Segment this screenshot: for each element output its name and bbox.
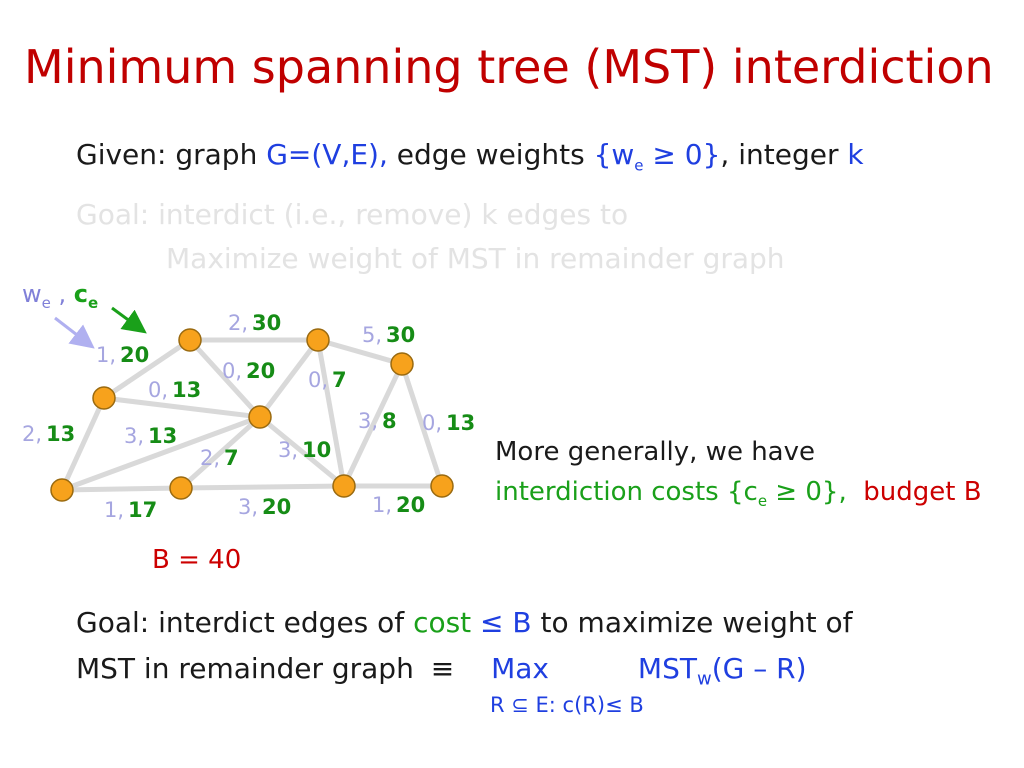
edge (62, 488, 181, 490)
slide-title: Minimum spanning tree (MST) interdiction (24, 40, 994, 94)
more-generally-text: More generally, we have (495, 437, 815, 467)
legend-sep: , (50, 280, 67, 308)
given-text1: graph (166, 138, 267, 171)
max-subscript: R ⊆ E: c(R)≤ B (490, 693, 644, 717)
edge (318, 340, 344, 486)
edge-label: 3, 10 (278, 438, 332, 462)
budget-value: B = 40 (152, 545, 242, 575)
k-notation: k (847, 138, 864, 171)
le-budget: ≤ B (471, 606, 532, 639)
edge-label: 2, 13 (22, 422, 76, 446)
edge-label: 1, 17 (104, 498, 158, 522)
costs-end: ≥ 0}, (767, 477, 847, 507)
equiv-symbol: ≡ (430, 652, 455, 685)
goal2-line2-text: MST in remainder graph (76, 652, 414, 685)
edge-label: 3, 13 (124, 424, 178, 448)
goal2-text1: interdict edges of (149, 606, 414, 639)
graph-node (249, 406, 271, 428)
graph-node (307, 329, 329, 351)
edge-label: 0, 13 (148, 378, 202, 402)
edge-label: 2, 30 (228, 311, 282, 335)
edge-label: 5, 30 (362, 323, 416, 347)
legend-c-sub: e (88, 293, 99, 312)
edge (181, 417, 260, 488)
graph-node (93, 387, 115, 409)
graph-diagram (0, 270, 520, 530)
graph-node (170, 477, 192, 499)
goal2-label: Goal: (76, 606, 150, 639)
given-text3: , integer (720, 138, 848, 171)
graph-node (391, 353, 413, 375)
goal2-line1 (76, 606, 853, 639)
weight-arrow (55, 318, 90, 345)
edge-label: 0, 20 (222, 359, 276, 383)
interdiction-costs-line (495, 477, 982, 510)
mst-text: MST (637, 652, 697, 685)
given-label: Given: (76, 138, 167, 171)
cost-arrow (112, 308, 142, 330)
given-line (76, 138, 864, 175)
goal2-line2 (76, 652, 807, 690)
edge-label: 1, 20 (372, 493, 426, 517)
edge-label: 3, 8 (358, 409, 397, 433)
edge-label: 0, 13 (422, 411, 476, 435)
mst-expression (637, 652, 807, 690)
edge-label: 0, 7 (308, 368, 347, 392)
graph-node (51, 479, 73, 501)
graph-notation: G=(V,E), (266, 138, 388, 171)
goal1-label: Goal: (76, 198, 150, 231)
legend-c: c (73, 280, 89, 308)
weights-end: ≥ 0} (643, 138, 721, 171)
edge (181, 486, 344, 488)
given-text2: edge weights (387, 138, 594, 171)
goal1-line2: Maximize weight of MST in remainder graph (166, 242, 785, 275)
costs-sub: e (757, 492, 768, 511)
costs-text: interdiction costs {c (495, 477, 758, 507)
graph-node (179, 329, 201, 351)
graph-node (431, 475, 453, 497)
goal2-text2: to maximize weight of (531, 606, 853, 639)
edge-label: 1, 20 (96, 343, 150, 367)
legend-w-sub: e (41, 293, 51, 312)
weights-open: {w (593, 138, 635, 171)
graph-node (333, 475, 355, 497)
mst-sub: w (696, 668, 712, 690)
max-operator: Max (491, 652, 549, 685)
weights-notation (593, 138, 721, 175)
edge-label: 2, 7 (200, 446, 239, 470)
goal1-text: interdict (i.e., remove) k edges to (149, 198, 629, 231)
cost-word: cost (413, 606, 472, 639)
budget-b-text: budget B (863, 477, 982, 507)
mst-arg: (G – R) (711, 652, 807, 685)
edge-label: 3, 20 (238, 495, 292, 519)
goal1-line1 (76, 198, 628, 231)
weights-sub: e (634, 156, 644, 175)
legend-w: w (22, 280, 42, 308)
